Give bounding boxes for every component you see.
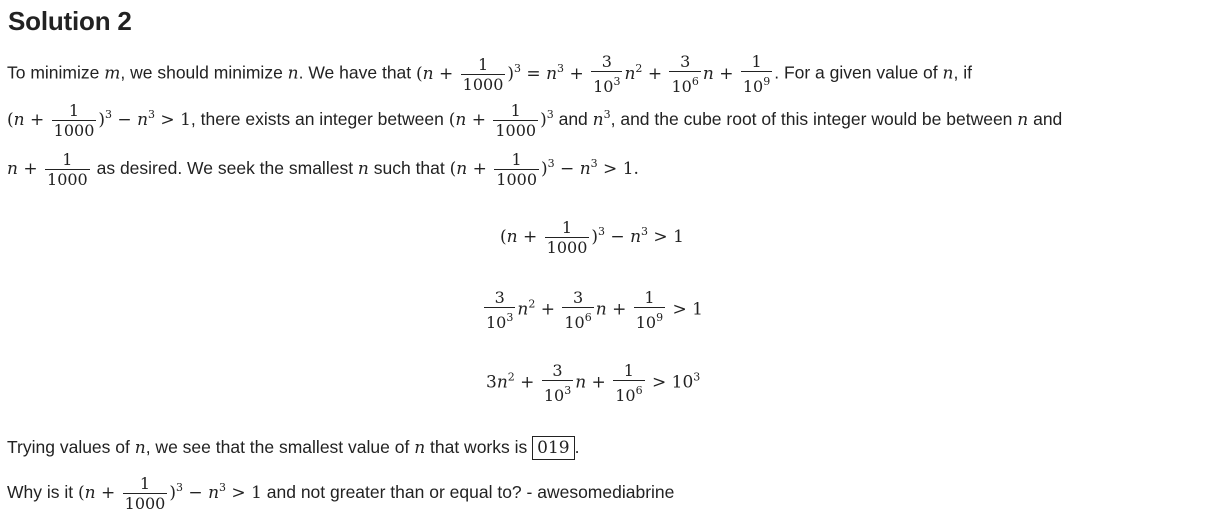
question-line <box>7 474 674 513</box>
paragraph-line-3 <box>7 150 639 189</box>
boxed-answer: 019 <box>532 436 574 460</box>
text: and <box>553 109 593 129</box>
expression: n + $\frac{1}{1000}$ <box>7 150 88 189</box>
text: , we should minimize <box>120 62 288 83</box>
inequality-expression: (n + $\frac{1}{1000}$ )$^3 - n^3 > 1$ <box>7 101 191 140</box>
inequality-expression: (n + $\frac{1}{1000}$ )$^3 - n^3 > 1$. <box>449 150 639 189</box>
text: that works is <box>425 437 533 457</box>
var-n: n <box>287 63 299 84</box>
display-equation-2: $\frac{3}{10^3}$ $n^2$ + $\frac{3}{10^6}$ n + $\frac{1}{10^9}$ > 1 <box>486 288 703 332</box>
text: and <box>1028 109 1063 129</box>
text: Why is it <box>7 482 78 502</box>
var-n: n <box>414 438 426 458</box>
text: . <box>574 437 580 457</box>
paragraph-line-2 <box>7 101 1062 140</box>
paragraph-line-1 <box>7 52 972 96</box>
var-n: n <box>357 159 369 179</box>
var-n: n <box>134 438 146 458</box>
inequality-expression: (n + $\frac{1}{1000}$ )$^3 - n^3 > 1$ <box>77 474 262 513</box>
text: , if <box>953 62 972 83</box>
text: , we see that the smallest value of <box>145 437 415 457</box>
solution-heading: Solution 2 <box>8 6 132 36</box>
expression: $n^3$ <box>592 108 611 130</box>
text: Trying values of <box>7 437 135 457</box>
text: as desired. We seek the smallest <box>91 158 358 178</box>
text: and not greater than or equal to? - awesomediabrine <box>261 482 675 502</box>
text: . For a given value of <box>774 62 943 83</box>
var-n: n <box>1017 110 1029 130</box>
text: To minimize <box>7 62 105 83</box>
display-equation-3: $3n^2$ + $\frac{3}{10^3}$ n + $\frac{1}{10^6}$ > $10^3$ <box>486 361 701 405</box>
equation-expansion: (n + $\frac{1}{1000}$ )$^3 = n^3$ + $\frac{3}{10^3}$ $n^2$ + $\frac{3}{10^6}$ n + $\frac{1}{10^9}$ <box>416 52 771 96</box>
display-equation-1: (n + $\frac{1}{1000}$ )$^3 - n^3 > 1$ <box>500 218 684 257</box>
var-m: m <box>104 63 121 84</box>
answer-line <box>7 436 579 460</box>
var-n: n <box>942 63 954 84</box>
expression: (n + $\frac{1}{1000}$ )$^3$ <box>448 101 554 140</box>
text: such that <box>368 158 450 178</box>
text: . We have that <box>298 62 417 83</box>
text: , there exists an integer between <box>190 109 449 129</box>
text: , and the cube root of this integer would be between <box>610 109 1018 129</box>
